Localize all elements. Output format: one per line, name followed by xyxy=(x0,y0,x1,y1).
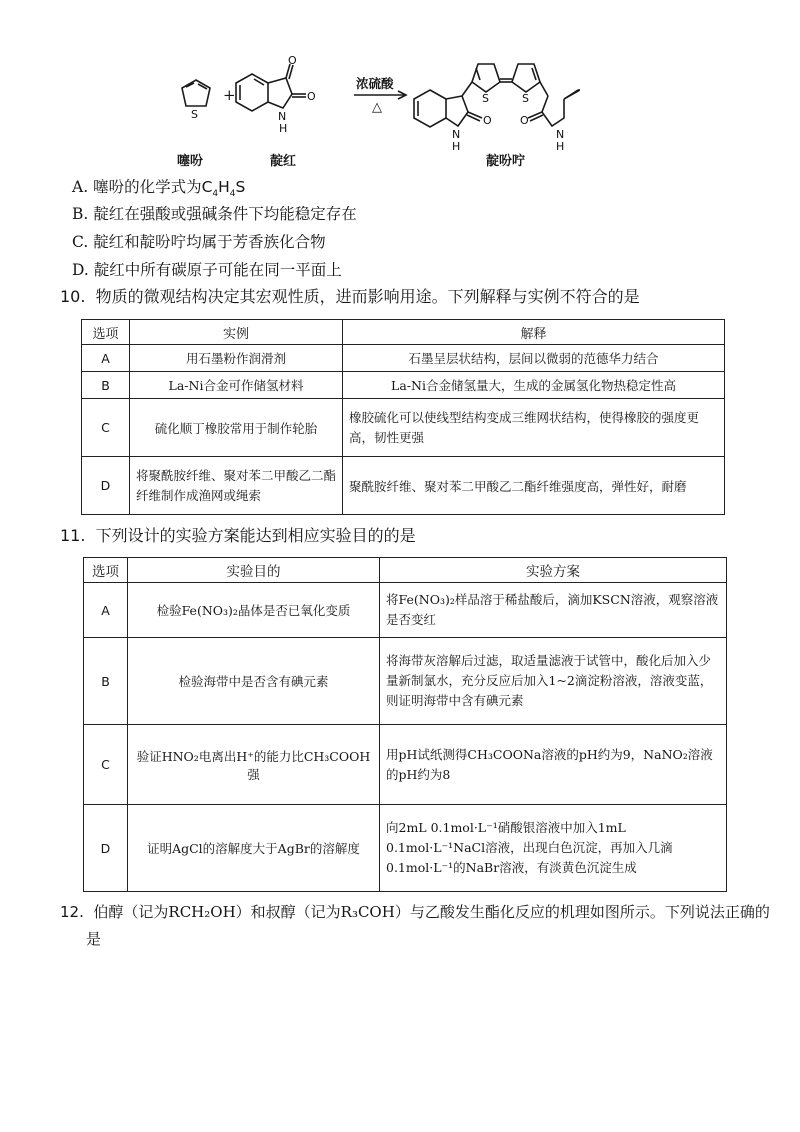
q11-stem: 11. 下列设计的实验方案能达到相应实验目的的是 xyxy=(60,526,416,545)
table-row: C 硫化顺丁橡胶常用于制作轮胎 橡胶硫化可以使线型结构变成三维网状结构，使得橡胶的强度更高，韧性更强 xyxy=(82,399,725,457)
svg-text:N: N xyxy=(556,128,565,141)
svg-text:S: S xyxy=(191,108,198,121)
q9-option-d: D. 靛红中所有碳原子可能在同一平面上 xyxy=(72,261,342,279)
thiophene-formula: $C_4H_4S$ xyxy=(201,178,246,200)
q9-option-b: B. 靛红在强酸或强碱条件下均能稳定存在 xyxy=(72,205,357,223)
svg-text:S: S xyxy=(522,92,529,105)
q9-option-a: A. 噻吩的化学式为$C_4H_4S$ xyxy=(72,178,246,200)
svg-text:O: O xyxy=(288,54,297,67)
svg-text:H: H xyxy=(279,122,288,135)
reaction-scheme xyxy=(160,50,580,180)
svg-text:O: O xyxy=(307,90,316,103)
q12-stem-continued: 是 xyxy=(86,930,102,948)
table-row: B La-Ni合金可作储氢材料 La-Ni合金储氢量大，生成的金属氢化物热稳定性高 xyxy=(82,372,725,399)
svg-text:S: S xyxy=(482,92,489,105)
svg-text:N: N xyxy=(452,128,461,141)
svg-text:O: O xyxy=(483,114,492,127)
svg-text:H: H xyxy=(452,140,461,153)
thiophene-structure xyxy=(182,80,210,106)
table-row: C 验证HNO₂电离出H⁺的能力比CH₃COOH强 用pH试纸测得CH₃COONa溶液的pH约为9，NaNO₂溶液的pH约为8 xyxy=(84,725,727,805)
q10-stem: 10. 物质的微观结构决定其宏观性质，进而影响用途。下列解释与实例不符合的是 xyxy=(60,287,640,306)
table-header-row: 选项 实验目的 实验方案 xyxy=(84,558,727,583)
table-row: A 检验Fe(NO₃)₂晶体是否已氧化变质 将Fe(NO₃)₂样品溶于稀盐酸后，滴加KSCN溶液，观察溶液是否变红 xyxy=(84,583,727,638)
thiophene-label: 噻吩 xyxy=(177,154,204,169)
indophenine-structure xyxy=(414,64,580,127)
table-header-row: 选项 实例 解释 xyxy=(82,320,725,345)
svg-text:N: N xyxy=(278,110,287,123)
table-row: D 将聚酰胺纤维、聚对苯二甲酸乙二酯纤维制作成渔网或绳索 聚酰胺纤维、聚对苯二甲酸乙二酯纤维强度高，弹性好，耐磨 xyxy=(82,457,725,515)
q9-option-c: C. 靛红和靛吩咛均属于芳香族化合物 xyxy=(72,233,326,251)
q10-table xyxy=(81,319,725,515)
table-row: D 证明AgCl的溶解度大于AgBr的溶解度 向2mL 0.1mol·L⁻¹硝酸银溶液中加入1mL 0.1mol·L⁻¹NaCl溶液，出现白色沉淀，再加入几滴0.1mol·L⁻¹的NaBr溶液，有淡黄色沉淀生成 xyxy=(84,805,727,892)
svg-text:O: O xyxy=(520,114,529,127)
isatin-label: 靛红 xyxy=(270,154,297,169)
svg-text:H: H xyxy=(556,140,565,153)
reaction-condition: 浓硫酸 xyxy=(356,76,394,91)
q12-stem: 12. 伯醇（记为RCH₂OH）和叔醇（记为R₃COH）与乙酸发生酯化反应的机理如图所示。下列说法正确的 xyxy=(60,903,770,921)
isatin-structure xyxy=(236,64,306,111)
heat-symbol: △ xyxy=(372,100,382,115)
table-row: B 检验海带中是否含有碘元素 将海带灰溶解后过滤，取适量滤液于试管中，酸化后加入少量新制氯水，充分反应后加入1~2滴淀粉溶液，溶液变蓝，则证明海带中含有碘元素 xyxy=(84,638,727,725)
q11-table xyxy=(83,557,727,892)
plus-sign: + xyxy=(223,86,236,104)
indophenine-label: 靛吩咛 xyxy=(486,154,526,169)
table-row: A 用石墨粉作润滑剂 石墨呈层状结构，层间以微弱的范德华力结合 xyxy=(82,345,725,372)
